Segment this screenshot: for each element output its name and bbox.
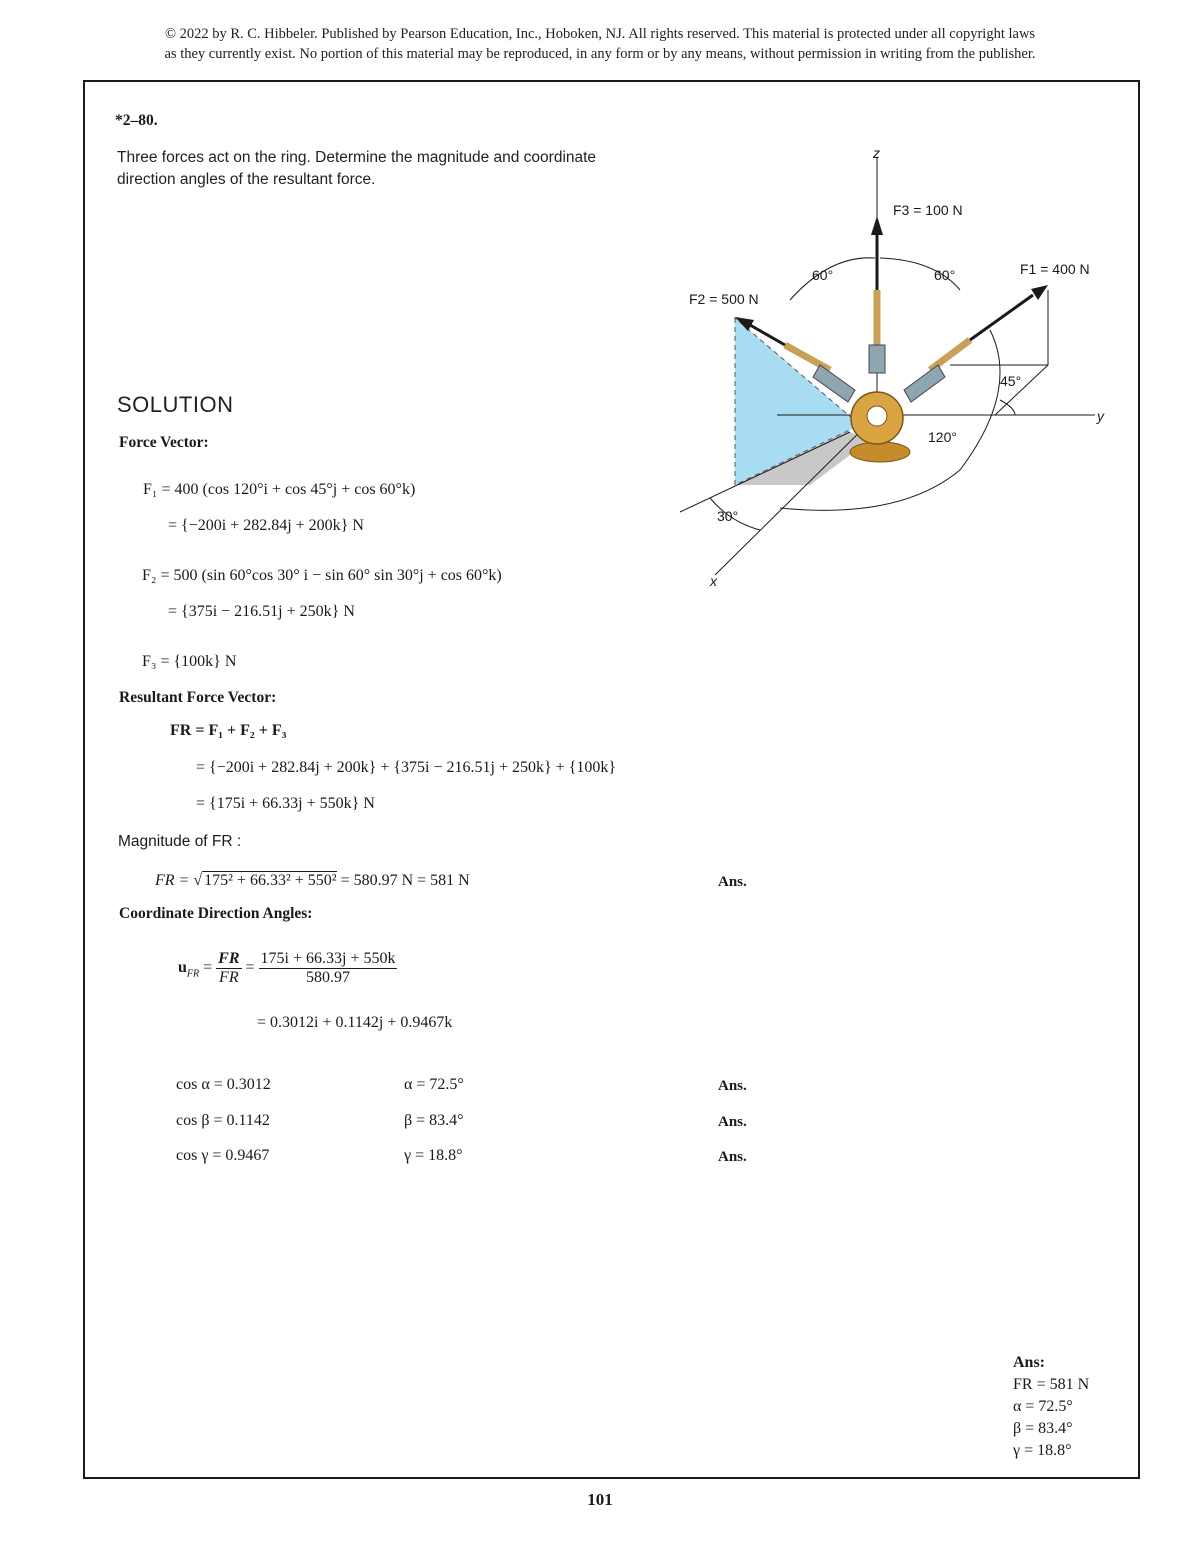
fraction-fr-over-fr — [216, 950, 241, 987]
rope-f2 — [785, 345, 830, 370]
alpha-value: α = 72.5° — [404, 1076, 464, 1093]
resultant-heading: Resultant Force Vector: — [119, 689, 277, 706]
fraction-unit-vector — [259, 950, 398, 987]
magnitude-lhs: FR = — [155, 872, 190, 889]
sqrt-symbol: √ — [193, 872, 203, 889]
answer-box — [1013, 1352, 1089, 1462]
answer-gamma: γ = 18.8° — [1013, 1442, 1072, 1459]
equals-sign-1: = — [203, 959, 213, 977]
angle-60-left-label: 60° — [812, 267, 834, 283]
angle-30-label: 30° — [717, 508, 739, 524]
f2-equation-1: F₂ = 500 (sin 60°cos 30° i − sin 60° sin 30°j + cos 60°k) — [142, 567, 502, 584]
z-axis-label: z — [873, 145, 880, 161]
f2-label: F2 = 500 N — [689, 291, 759, 307]
f1-equation-2: = {−200i + 282.84j + 200k} N — [168, 517, 364, 534]
y-axis-label: y — [1097, 408, 1104, 424]
f3-arrowhead — [871, 216, 883, 235]
angle-120-label: 120° — [928, 429, 957, 445]
f1-arrow — [970, 295, 1033, 340]
f1-arrowhead — [1031, 285, 1048, 300]
f1-equation-1: F₁ = 400 (cos 120°i + cos 45°j + cos 60°k) — [143, 481, 416, 498]
copyright-line-2: as they currently exist. No portion of this material may be reproduced, in any form or by any means, without permission in writing from the publisher. — [164, 46, 1036, 62]
problem-statement: Three forces act on the ring. Determine the magnitude and coordinate direction angles of the resultant force. — [117, 149, 597, 188]
ans-label-beta: Ans. — [718, 1114, 747, 1130]
force-vector-heading: Force Vector: — [119, 434, 209, 451]
x-axis-label: x — [710, 573, 717, 589]
f3-label: F3 = 100 N — [893, 202, 963, 218]
ans-label-alpha: Ans. — [718, 1078, 747, 1094]
cos-beta: cos β = 0.1142 — [176, 1112, 270, 1129]
fr-equation-2: = {−200i + 282.84j + 200k} + {375i − 216.51j + 250k} + {100k} — [196, 759, 617, 776]
unit-vector-subscript: FR — [186, 968, 200, 980]
copyright-notice — [60, 24, 1140, 64]
ans-label-magnitude: Ans. — [718, 874, 747, 890]
unit-vector-symbol: u — [178, 959, 187, 977]
ring-base — [850, 442, 910, 462]
fitting-f1 — [904, 365, 945, 402]
force-diagram — [670, 140, 1120, 595]
f2-equation-2: = {375i − 216.51j + 250k} N — [168, 603, 355, 620]
unit-vector-equation — [178, 950, 397, 987]
answer-beta: β = 83.4° — [1013, 1420, 1073, 1437]
magnitude-rhs: = 580.97 N = 581 N — [340, 872, 470, 889]
magnitude-label: Magnitude of FR : — [118, 833, 242, 850]
fraction-fr-denominator: FR — [219, 969, 239, 986]
gamma-value: γ = 18.8° — [404, 1147, 463, 1164]
beta-value: β = 83.4° — [404, 1112, 464, 1129]
f3-equation: F₃ = {100k} N — [142, 653, 237, 670]
fr-equation-1: FR = F₁ + F₂ + F₃ — [170, 722, 287, 739]
answer-alpha: α = 72.5° — [1013, 1398, 1073, 1415]
fraction-fr-numerator: FR — [218, 950, 240, 967]
copyright-line-1: © 2022 by R. C. Hibbeler. Published by Pearson Education, Inc., Hoboken, NJ. All rights reserved. This material is protected under all copyright laws — [164, 26, 1036, 42]
magnitude-equation — [155, 872, 470, 890]
cos-gamma: cos γ = 0.9467 — [176, 1147, 270, 1164]
answer-box-title: Ans: — [1013, 1354, 1046, 1371]
cos-alpha: cos α = 0.3012 — [176, 1076, 271, 1093]
ans-label-gamma: Ans. — [718, 1149, 747, 1165]
page-number: 101 — [587, 1490, 613, 1509]
fr-equation-3: = {175i + 66.33j + 550k} N — [196, 795, 375, 812]
coordinate-angles-heading: Coordinate Direction Angles: — [119, 905, 313, 922]
ring-hole — [867, 406, 887, 426]
answer-fr: FR = 581 N — [1013, 1376, 1090, 1393]
angle-60-right-label: 60° — [934, 267, 956, 283]
solution-title: SOLUTION — [117, 392, 234, 417]
f1-label: F1 = 400 N — [1020, 261, 1090, 277]
problem-number: *2–80. — [115, 112, 158, 129]
fitting-f3 — [869, 345, 885, 373]
unit-vector-numerator: 175i + 66.33j + 550k — [260, 950, 396, 967]
unit-vector-result: = 0.3012i + 0.1142j + 0.9467k — [257, 1014, 453, 1031]
f1-projection-lines — [950, 290, 1048, 365]
equals-sign-2: = — [245, 959, 255, 977]
magnitude-radicand: 175² + 66.33² + 550² — [204, 872, 337, 889]
angle-45-label: 45° — [1000, 373, 1022, 389]
unit-vector-denominator: 580.97 — [306, 969, 350, 986]
